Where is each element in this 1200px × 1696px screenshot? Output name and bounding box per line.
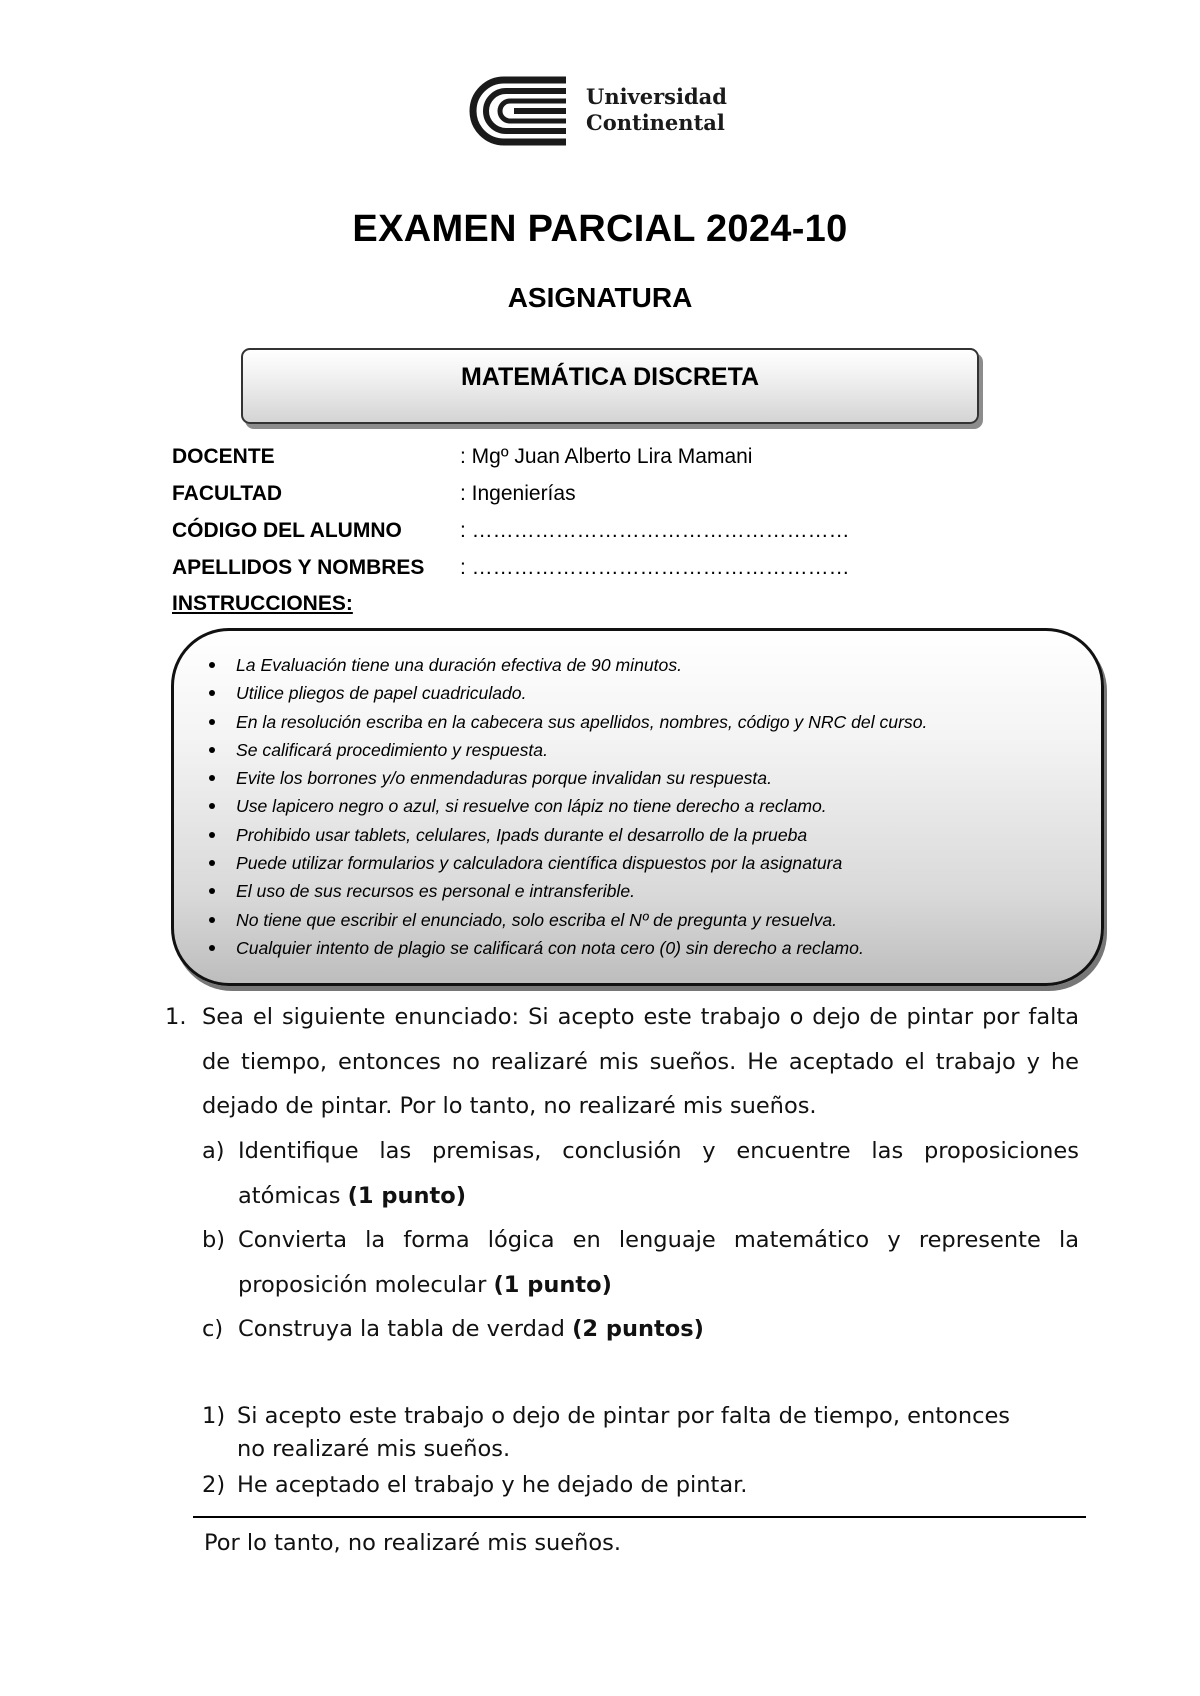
part-points: (1 punto) xyxy=(347,1182,466,1209)
info-label: DOCENTE xyxy=(172,445,275,468)
premise-number: 2) xyxy=(202,1472,226,1498)
subject-heading: ASIGNATURA xyxy=(507,282,693,313)
info-value: : ……………………………………………… xyxy=(460,556,850,579)
course-name: MATEMÁTICA DISCRETA xyxy=(460,363,760,391)
conclusion-text: Por lo tanto, no realizaré mis sueños. xyxy=(204,1530,622,1556)
instruction-item: Puede utilizar formularios y calculadora científica dispuestos por la asignatura xyxy=(236,851,927,879)
part-letter: c) xyxy=(202,1316,224,1342)
info-label: CÓDIGO DEL ALUMNO xyxy=(172,519,402,542)
instruction-item: El uso de sus recursos es personal e intransferible. xyxy=(236,879,927,907)
logo-line-1: Universidad xyxy=(586,84,727,109)
info-label: APELLIDOS Y NOMBRES xyxy=(172,556,425,579)
part-body: Convierta la forma lógica en lenguaje matemático y represente la proposición molecular xyxy=(238,1227,1079,1298)
part-letter: b) xyxy=(202,1227,226,1253)
part-text xyxy=(238,1218,1079,1307)
instructions-list xyxy=(236,653,927,964)
instruction-item: La Evaluación tiene una duración efectiva de 90 minutos. xyxy=(236,653,927,681)
logo-line-2: Continental xyxy=(586,110,725,135)
instruction-item: Utilice pliegos de papel cuadriculado. xyxy=(236,681,927,709)
part-points: (1 punto) xyxy=(493,1271,612,1298)
part-points: (2 puntos) xyxy=(572,1316,704,1342)
conclusion-divider xyxy=(193,1516,1086,1518)
info-value: : Mgº Juan Alberto Lira Mamani xyxy=(460,445,753,468)
question-number: 1. xyxy=(165,1004,187,1030)
instructions-box xyxy=(171,628,1104,986)
exam-title: EXAMEN PARCIAL 2024-10 xyxy=(352,208,848,250)
instruction-item: Evite los borrones y/o enmendaduras porque invalidan su respuesta. xyxy=(236,766,927,794)
part-body: Identifique las premisas, conclusión y encuentre las proposiciones atómicas xyxy=(238,1138,1079,1209)
info-value: : ……………………………………………… xyxy=(460,519,850,542)
part-text xyxy=(238,1129,1079,1218)
instruction-item: Prohibido usar tablets, celulares, Ipads durante el desarrollo de la prueba xyxy=(236,823,927,851)
instruction-item: Se calificará procedimiento y respuesta. xyxy=(236,738,927,766)
premise-text: Si acepto este trabajo o dejo de pintar por falta de tiempo, entonces no realizaré mis sueños. xyxy=(237,1403,1011,1462)
premise-number: 1) xyxy=(202,1403,226,1429)
logo-text xyxy=(586,84,727,136)
part-letter: a) xyxy=(202,1138,225,1164)
continental-logo-icon xyxy=(468,76,572,146)
part-text xyxy=(238,1307,1079,1352)
instructions-heading: INSTRUCCIONES: xyxy=(172,592,353,615)
course-box xyxy=(241,348,979,424)
premise-text: He aceptado el trabajo y he dejado de pintar. xyxy=(237,1472,748,1498)
info-label: FACULTAD xyxy=(172,482,283,505)
instruction-item: En la resolución escriba en la cabecera sus apellidos, nombres, código y NRC del curso. xyxy=(236,710,927,738)
instruction-item: Cualquier intento de plagio se calificará con nota cero (0) sin derecho a reclamo. xyxy=(236,936,927,964)
part-body: Construya la tabla de verdad xyxy=(238,1316,573,1342)
instruction-item: No tiene que escribir el enunciado, solo escriba el Nº de pregunta y resuelva. xyxy=(236,908,927,936)
question-text: Sea el siguiente enunciado: Si acepto este trabajo o dejo de pintar por falta de tiempo, entonces no realizaré mis sueños. He aceptado el trabajo y he dejado de pintar. Por lo tanto, no realizaré mis sueños. xyxy=(202,1004,1079,1120)
university-logo xyxy=(468,76,758,146)
info-value: : Ingenierías xyxy=(460,482,576,505)
instruction-item: Use lapicero negro o azul, si resuelve con lápiz no tiene derecho a reclamo. xyxy=(236,794,927,822)
